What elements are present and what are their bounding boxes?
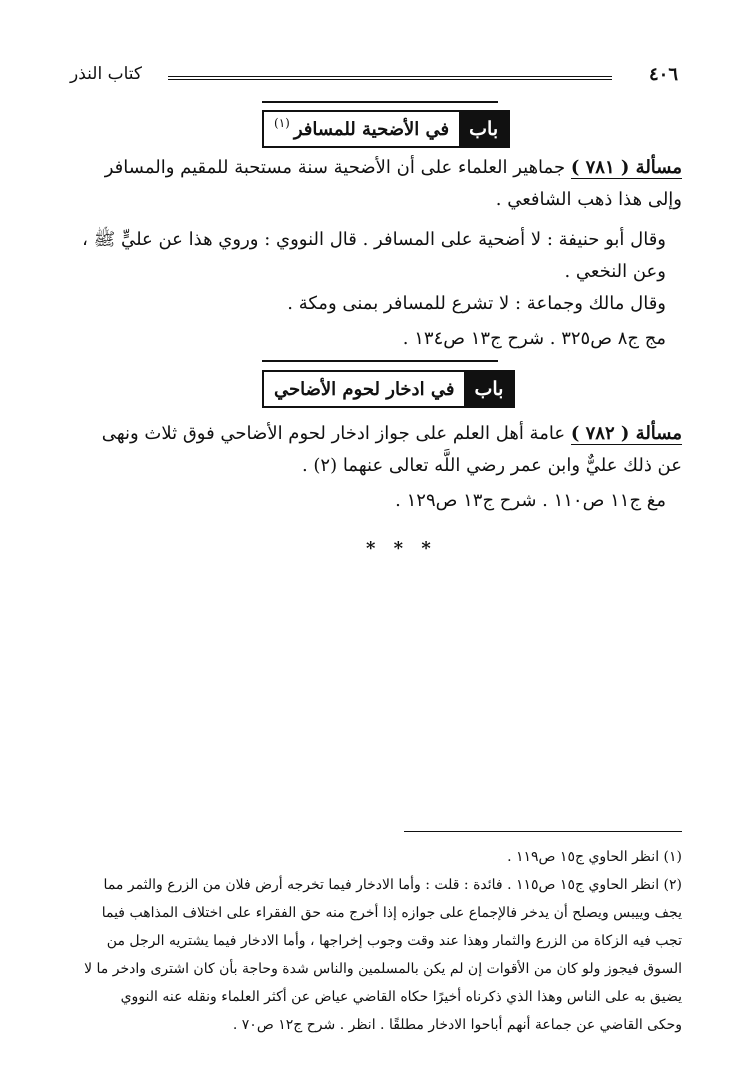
paragraph: وقال مالك وجماعة : لا تشرع للمسافر بمنى ومكة . bbox=[287, 293, 666, 314]
masala-781 bbox=[82, 152, 682, 216]
masala-782 bbox=[82, 418, 682, 482]
bab-label: باب bbox=[459, 112, 508, 146]
page-number: ٤٠٦ bbox=[648, 64, 678, 85]
masala-text: عامة أهل العلم على جواز ادخار لحوم الأضاحي فوق ثلاث ونهى عن ذلك عليٌّ وابن عمر رضي اللَّه تعالى عنهما (٢) . bbox=[101, 423, 682, 476]
masala-label: مسألة ( ٧٨٢ ) bbox=[570, 423, 682, 444]
footnote-marker: (١) bbox=[274, 116, 290, 130]
masala-label: مسألة ( ٧٨١ ) bbox=[570, 157, 682, 178]
reference-line: مج ج٨ ص٣٢٥ . شرح ج١٣ ص١٣٤ . bbox=[402, 328, 666, 349]
section-title bbox=[264, 112, 459, 146]
heading-top-rule bbox=[262, 101, 498, 103]
bab-label: باب bbox=[464, 372, 513, 406]
section-title-text: في الأضحية للمسافر bbox=[293, 118, 450, 140]
section-heading-2 bbox=[262, 370, 515, 408]
reference-line: مغ ج١١ ص١١٠ . شرح ج١٣ ص١٢٩ . bbox=[395, 490, 666, 511]
heading-top-rule bbox=[262, 360, 498, 362]
paragraph: وقال أبو حنيفة : لا أضحية على المسافر . قال النووي : وروي هذا عن عليٍّ ﷺ ، وعن النخعي . bbox=[82, 229, 666, 282]
footnote-rule bbox=[404, 831, 682, 832]
footnote-1: (١) انظر الحاوي ج١٥ ص١١٩ . bbox=[507, 849, 682, 865]
running-header bbox=[70, 64, 678, 88]
footnote-2: (٢) انظر الحاوي ج١٥ ص١١٥ . فائدة : قلت : وأما الادخار فيما تخرجه أرض فلان من الزرع والثمر مما يجف وييبس ويصلح أن يدخر فالإجماع على جوازه إذا أخرج منه حق الفقراء على اختلاف المذاهب فيما تجب فيه الزكاة من الزرع والثمار وهذا عند وقت وجوب إخراجها ، وأما الادخار فيما يشتريه الرجل من السوق فيجوز ولو كان من الأقوات إن لم يكن بالمسلمين والناس شدة وحاجة بأن كان اشترى وادخر ما لا يضيق به على الناس وهذا الذي ذكرناه أخيرًا حكاه القاضي عياض عن أكثر العلماء ونقله عنه النووي وحكى القاضي عن جماعة أنهم أباحوا الادخار مطلقًا . انظر . شرح ج١٢ ص٧٠ . bbox=[84, 877, 682, 1033]
masala-text: جماهير العلماء على أن الأضحية سنة مستحبة للمقيم والمسافر وإلى هذا ذهب الشافعي . bbox=[104, 157, 682, 210]
section-separator: * * * bbox=[366, 538, 437, 559]
section-heading-1 bbox=[262, 110, 510, 148]
section-title: في ادخار لحوم الأضاحي bbox=[274, 378, 455, 400]
header-rule bbox=[168, 76, 612, 80]
book-title: كتاب النذر bbox=[70, 64, 142, 84]
